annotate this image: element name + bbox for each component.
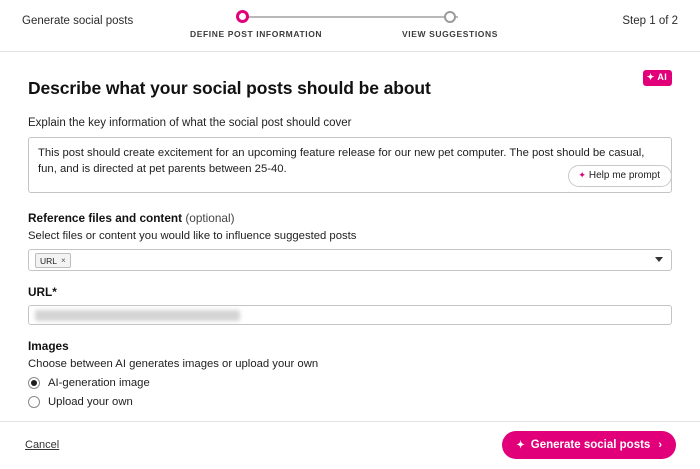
reference-optional-text: (optional) xyxy=(185,211,235,225)
chip-remove-icon[interactable]: × xyxy=(61,256,66,265)
stepper-connector xyxy=(242,16,458,18)
url-field-label: URL* xyxy=(28,285,57,299)
step-label-1: DEFINE POST INFORMATION xyxy=(190,29,323,39)
url-input-value-redacted xyxy=(35,310,240,321)
radio-option-upload[interactable] xyxy=(28,396,672,408)
cancel-link[interactable]: Cancel xyxy=(25,439,60,451)
ai-badge: ✦ AI xyxy=(643,70,672,86)
sparkle-icon: ✦ xyxy=(578,170,586,180)
reference-sub-label: Select files or content you would like to influence suggested posts xyxy=(28,230,357,242)
radio-label-ai-generation: AI-generation image xyxy=(48,377,150,389)
radio-icon-upload[interactable] xyxy=(28,396,40,408)
reference-select[interactable] xyxy=(28,249,672,271)
reference-heading-text: Reference files and content xyxy=(28,211,183,225)
prompt-label: Explain the key information of what the social post should cover xyxy=(28,117,352,129)
url-input[interactable] xyxy=(28,305,672,325)
images-sub-label: Choose between AI generates images or upload your own xyxy=(28,358,319,370)
radio-label-upload: Upload your own xyxy=(48,396,133,408)
stepper xyxy=(190,10,510,46)
chevron-right-icon: › xyxy=(658,439,662,451)
selected-chip-url[interactable] xyxy=(35,253,71,268)
reference-section-heading xyxy=(28,211,672,225)
step-node-1[interactable] xyxy=(236,10,249,23)
wizard-body xyxy=(0,52,700,420)
generate-social-posts-button[interactable] xyxy=(502,431,676,459)
images-section-heading: Images xyxy=(28,339,69,353)
ai-badge-label: AI xyxy=(657,72,667,82)
help-me-prompt-button[interactable] xyxy=(568,165,672,187)
chevron-down-icon[interactable] xyxy=(655,257,663,262)
step-node-2[interactable] xyxy=(444,11,456,23)
generate-button-label: Generate social posts xyxy=(530,439,651,451)
radio-option-ai-generation[interactable] xyxy=(28,377,672,389)
help-me-prompt-label: Help me prompt xyxy=(588,170,660,181)
chip-label: URL xyxy=(40,255,58,266)
step-counter: Step 1 of 2 xyxy=(622,15,678,27)
wizard-header xyxy=(0,0,700,52)
radio-icon-ai-generation[interactable] xyxy=(28,377,40,389)
page-title: Generate social posts xyxy=(22,15,134,27)
section-title: Describe what your social posts should be about xyxy=(28,78,431,98)
wizard-footer xyxy=(0,421,700,469)
step-label-2: VIEW SUGGESTIONS xyxy=(401,29,499,39)
sparkle-icon: ✦ xyxy=(516,439,525,451)
